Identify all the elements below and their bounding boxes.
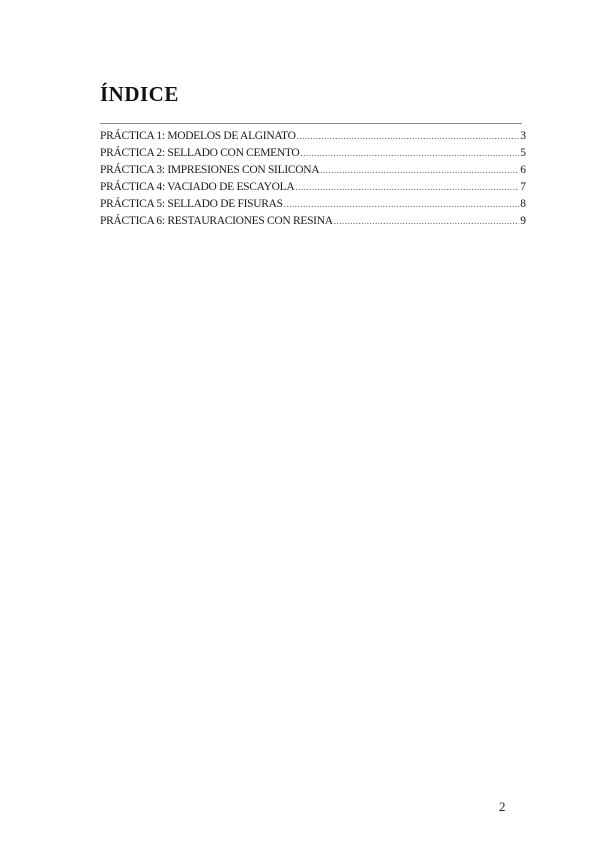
toc-entry[interactable] bbox=[100, 213, 526, 230]
toc-dot-leader bbox=[284, 196, 520, 213]
toc-entry-title: PRÁCTICA 6: RESTAURACIONES CON RESINA bbox=[100, 215, 333, 227]
toc-entry[interactable] bbox=[100, 145, 526, 162]
toc-entry-page: 3 bbox=[520, 130, 526, 142]
toc-entry-page: 7 bbox=[520, 181, 526, 193]
toc-entry[interactable] bbox=[100, 196, 526, 213]
toc-entry-title: PRÁCTICA 4: VACIADO DE ESCAYOLA bbox=[100, 181, 295, 193]
table-of-contents bbox=[100, 128, 526, 230]
toc-entry-title: PRÁCTICA 5: SELLADO DE FISURAS bbox=[100, 198, 283, 210]
toc-entry[interactable] bbox=[100, 128, 526, 145]
toc-dot-leader bbox=[300, 145, 519, 162]
toc-entry-page: 5 bbox=[520, 147, 526, 159]
toc-entry[interactable] bbox=[100, 162, 526, 179]
toc-entry-page: 8 bbox=[520, 198, 526, 210]
page-number: 2 bbox=[499, 799, 506, 814]
toc-entry-title: PRÁCTICA 1: MODELOS DE ALGINATO bbox=[100, 130, 296, 142]
page-title: ÍNDICE bbox=[100, 82, 179, 106]
toc-entry[interactable] bbox=[100, 179, 526, 196]
toc-dot-leader bbox=[320, 162, 519, 179]
toc-entry-page: 9 bbox=[520, 215, 526, 227]
toc-entry-page: 6 bbox=[520, 164, 526, 176]
toc-entry-title: PRÁCTICA 2: SELLADO CON CEMENTO bbox=[100, 147, 300, 159]
toc-entry-title: PRÁCTICA 3: IMPRESIONES CON SILICONA bbox=[100, 164, 320, 176]
toc-dot-leader bbox=[295, 179, 519, 196]
toc-dot-leader bbox=[297, 128, 520, 145]
toc-dot-leader bbox=[334, 213, 520, 230]
heading-divider bbox=[100, 123, 522, 124]
